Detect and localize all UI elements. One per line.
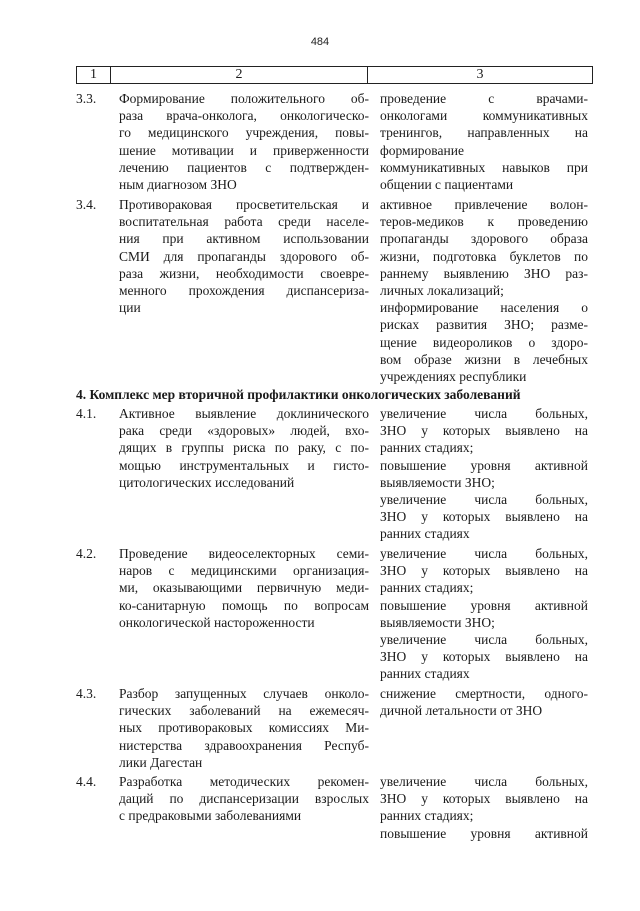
result-line: тренингов, направленных на — [380, 125, 588, 141]
result-line: ранних стадиях; — [380, 440, 474, 456]
result-line: ранних стадиях; — [380, 580, 474, 596]
result-line: раннему выявлению ЗНО раз- — [380, 265, 588, 281]
measure-line: го медицинского учреждения, повы- — [119, 125, 369, 141]
measure-line: ми, оказывающими первичную меди- — [119, 580, 369, 596]
measure-line: Противораковая просветительская и — [119, 197, 369, 212]
result-line: информирование населения о — [380, 300, 588, 316]
result-cell — [380, 773, 588, 842]
result-line: коммуникативных навыков при — [380, 159, 588, 175]
result-line: увеличение числа больных, — [380, 546, 588, 561]
result-line: увеличение числа больных, — [380, 774, 588, 789]
measure-cell — [119, 196, 369, 316]
row-number: 3.4. — [76, 197, 97, 212]
result-line: повышение уровня активной — [380, 597, 588, 613]
result-line: ранних стадиях; — [380, 808, 474, 824]
result-cell — [380, 685, 588, 719]
column-header-1: 1 — [77, 67, 111, 83]
result-line: онкологами коммуникативных — [380, 108, 588, 124]
result-line: активное привлечение волон- — [380, 197, 588, 212]
table-header — [76, 66, 593, 84]
result-cell — [380, 405, 588, 543]
row-number: 3.3. — [76, 91, 97, 106]
measure-line: ния при активном использовании — [119, 231, 369, 247]
result-line: учреждениях республики — [380, 368, 527, 384]
measure-line: ных противораковых комиссиях Ми- — [119, 720, 369, 736]
measure-line: Активное выявление доклинического — [119, 406, 369, 421]
measure-line: Формирование положительного об- — [119, 91, 369, 106]
measure-line: даций по диспансеризации взрослых — [119, 791, 369, 807]
result-line: ЗНО у которых выявлено на — [380, 423, 588, 439]
measure-cell — [119, 545, 369, 631]
result-line: ЗНО у которых выявлено на — [380, 563, 588, 579]
result-line: ЗНО у которых выявлено на — [380, 791, 588, 807]
result-line: повышение уровня активной — [380, 825, 588, 841]
measure-line: дящих в группы риска по раку, с по- — [119, 440, 369, 456]
measure-line: раза врача-онколога, онкологическо- — [119, 108, 369, 124]
measure-cell — [119, 773, 369, 825]
result-cell — [380, 90, 588, 193]
result-line: пропаганды здорового образа — [380, 231, 588, 247]
result-line: ранних стадиях — [380, 526, 470, 542]
measure-cell — [119, 90, 369, 193]
row-number: 4.4. — [76, 774, 97, 789]
result-line: проведение с врачами- — [380, 91, 588, 106]
result-line: жизни, подготовка буклетов по — [380, 248, 588, 264]
measure-line: гических заболеваний на ежемесяч- — [119, 703, 369, 719]
result-cell — [380, 196, 588, 385]
result-line: выявляемости ЗНО; — [380, 614, 495, 630]
measure-cell — [119, 405, 369, 491]
result-line: выявляемости ЗНО; — [380, 474, 495, 490]
result-line: рисках развития ЗНО; разме- — [380, 317, 588, 333]
measure-line: нистерства здравоохранения Респуб- — [119, 737, 369, 753]
measure-line: шение мотивации и приверженности — [119, 142, 369, 158]
measure-line: наров с медицинскими организация- — [119, 563, 369, 579]
measure-line: СМИ для пропаганды здорового об- — [119, 248, 369, 264]
measure-line: воспитательная работа среди населе- — [119, 214, 369, 230]
result-line: ранних стадиях — [380, 666, 470, 682]
measure-line: цитологических исследований — [119, 474, 295, 490]
result-line: теров-медиков к проведению — [380, 214, 588, 230]
measure-line: ции — [119, 300, 141, 316]
result-line: общении с пациентами — [380, 176, 514, 192]
section-heading: 4. Комплекс мер вторичной профилактики онкологических заболеваний — [76, 387, 521, 402]
result-line: вом образе жизни в лечебных — [380, 351, 588, 367]
measure-line: Разбор запущенных случаев онколо- — [119, 686, 369, 701]
measure-cell — [119, 685, 369, 771]
row-number: 4.3. — [76, 686, 97, 701]
column-header-3: 3 — [476, 67, 484, 82]
row-number: 4.1. — [76, 406, 97, 421]
column-header-2: 2 — [111, 67, 368, 83]
measure-line: Разработка методических рекомен- — [119, 774, 369, 789]
measure-line: лики Дагестан — [119, 754, 203, 770]
result-line: увеличение числа больных, — [380, 631, 588, 647]
result-line: дичной летальности от ЗНО — [380, 703, 543, 719]
measure-line: Проведение видеоселекторных семи- — [119, 546, 369, 561]
measure-line: с предраковыми заболеваниями — [119, 808, 302, 824]
result-line: ЗНО у которых выявлено на — [380, 509, 588, 525]
result-line: увеличение числа больных, — [380, 491, 588, 507]
measure-line: раза жизни, необходимости своевре- — [119, 265, 369, 281]
result-line: щение видеороликов о здоро- — [380, 334, 588, 350]
result-line: личных локализаций; — [380, 282, 504, 298]
result-line: формирование — [380, 142, 464, 158]
measure-line: ко-санитарную помощь по вопросам — [119, 597, 369, 613]
result-line: увеличение числа больных, — [380, 406, 588, 421]
result-cell — [380, 545, 588, 683]
page-number: 484 — [310, 36, 330, 48]
row-number: 4.2. — [76, 546, 97, 561]
measure-line: ным диагнозом ЗНО — [119, 176, 237, 192]
result-line: повышение уровня активной — [380, 457, 588, 473]
result-line: ЗНО у которых выявлено на — [380, 649, 588, 665]
result-line: снижение смертности, одного- — [380, 686, 588, 701]
measure-line: онкологической настороженности — [119, 614, 315, 630]
measure-line: менного прохождения диспансериза- — [119, 282, 369, 298]
measure-line: мощью инструментальных и гисто- — [119, 457, 369, 473]
measure-line: лечению пациентов с подтвержден- — [119, 159, 369, 175]
measure-line: рака среди «здоровых» людей, вхо- — [119, 423, 369, 439]
